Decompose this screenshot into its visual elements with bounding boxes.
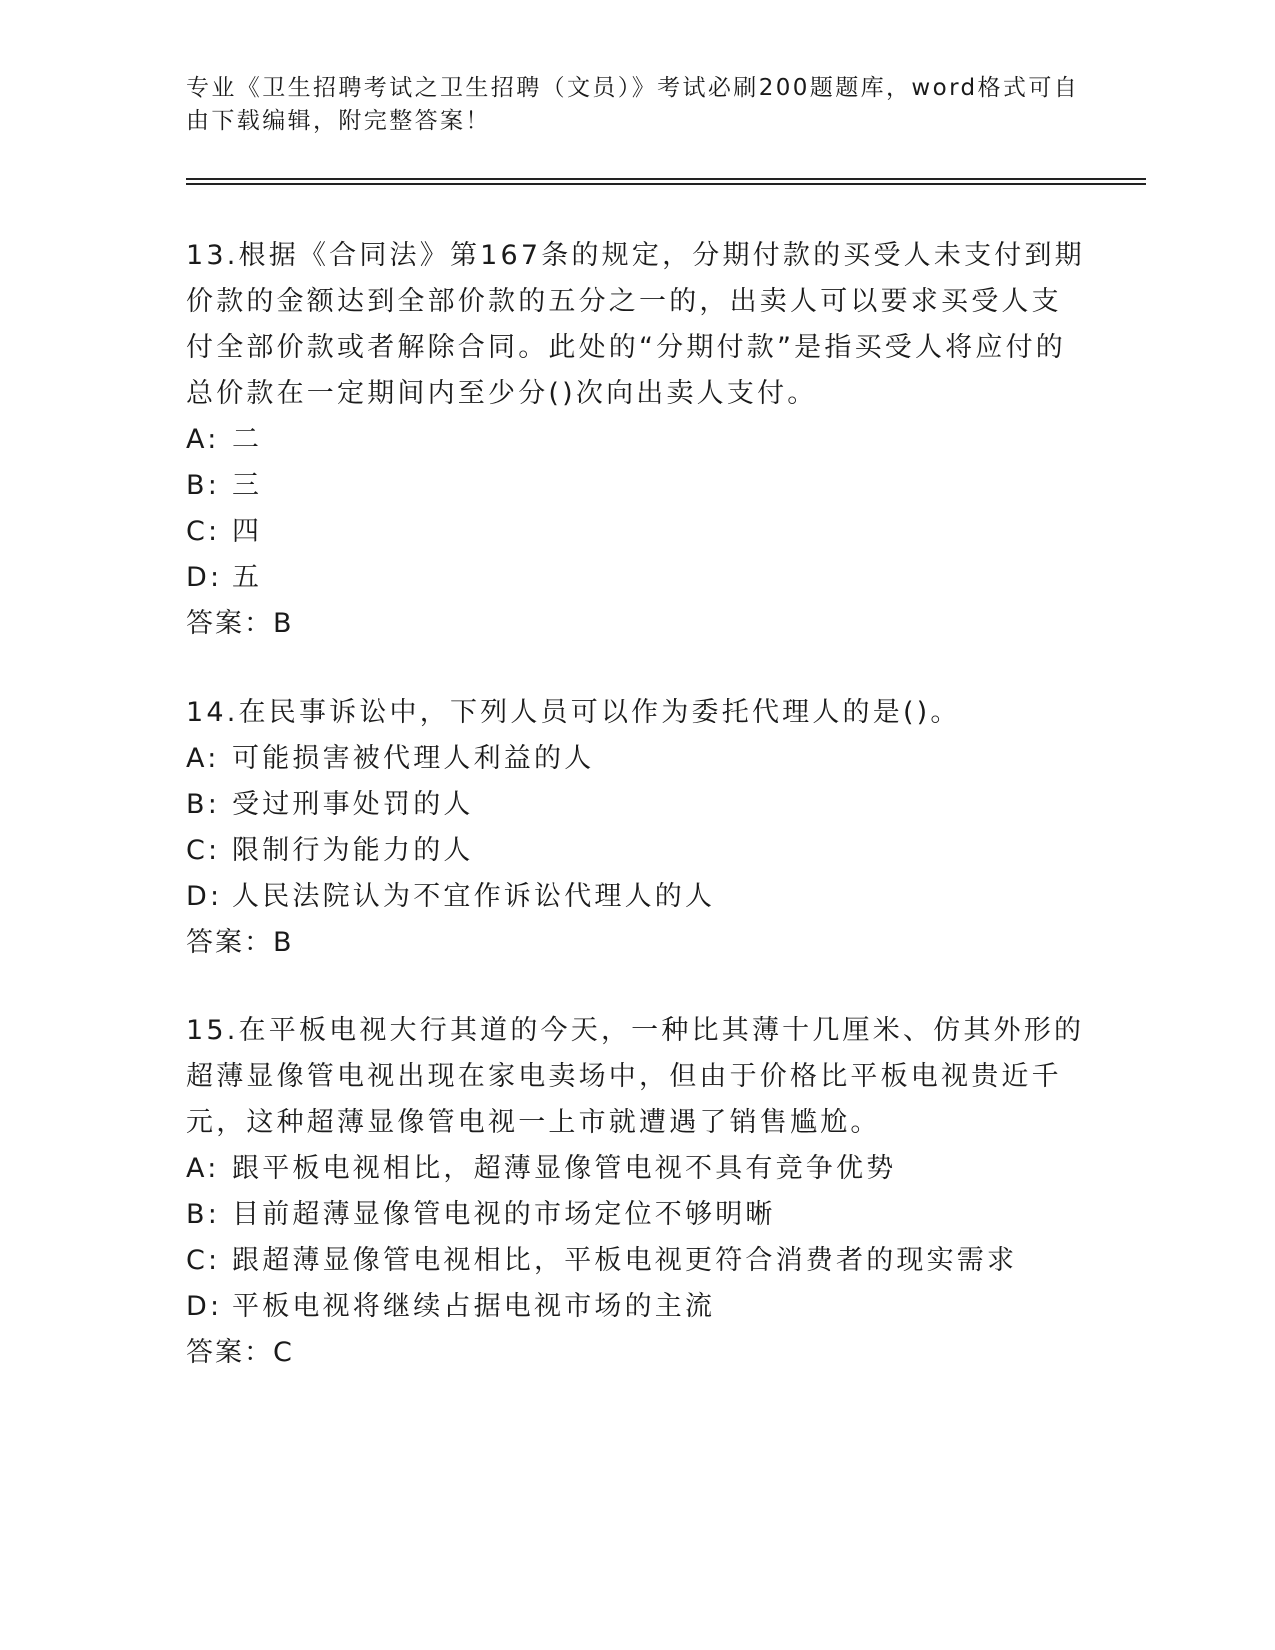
option-a [186,1146,1086,1192]
option-text: 五 [232,562,263,593]
option-text: 四 [232,516,263,547]
option-c [186,509,1086,555]
option-key: C: [186,516,221,547]
option-b [186,463,1086,509]
option-key: B: [186,1199,221,1230]
option-key: D: [186,881,223,912]
option-key: B: [186,789,221,820]
option-text: 受过刑事处罚的人 [232,789,474,820]
question-text: 根据《合同法》第167条的规定，分期付款的买受人未支付到期价款的金额达到全部价款的五分之一的，出卖人可以要求买受人支付全部价款或者解除合同。此处的“分期付款”是指买受人将应付的总价款在一定期间内至少分()次向出卖人支付。 [186,240,1085,409]
question-13 [186,233,1086,647]
option-c [186,828,1086,874]
option-c [186,1238,1086,1284]
document-header [186,72,1086,138]
option-text: 限制行为能力的人 [232,835,474,866]
option-text: 目前超薄显像管电视的市场定位不够明晰 [232,1199,776,1230]
option-d [186,555,1086,601]
option-key: D: [186,1291,223,1322]
header-title: 专业《卫生招聘考试之卫生招聘（文员）》考试必刷200题题库，word格式可自由下载编辑，附完整答案！ [186,75,1080,134]
option-key: C: [186,835,221,866]
answer-line: 答案：C [186,1337,294,1368]
option-key: A: [186,424,220,455]
question-text: 在民事诉讼中，下列人员可以作为委托代理人的是()。 [238,697,961,728]
option-key: D: [186,562,223,593]
answer-line: 答案：B [186,608,294,639]
option-text: 人民法院认为不宜作诉讼代理人的人 [232,881,716,912]
option-d [186,874,1086,920]
question-number: 13. [186,240,239,271]
option-text: 三 [232,470,263,501]
option-key: C: [186,1245,221,1276]
option-text: 二 [232,424,263,455]
question-text: 在平板电视大行其道的今天，一种比其薄十几厘米、仿其外形的超薄显像管电视出现在家电卖场中，但由于价格比平板电视贵近千元，这种超薄显像管电视一上市就遭遇了销售尴尬。 [186,1015,1085,1138]
question-stem [186,1008,1086,1146]
option-b [186,1192,1086,1238]
option-text: 可能损害被代理人利益的人 [232,743,595,774]
option-d [186,1284,1086,1330]
option-key: B: [186,470,221,501]
header-divider-bottom [186,183,1146,185]
question-15 [186,1008,1086,1376]
option-text: 平板电视将继续占据电视市场的主流 [232,1291,716,1322]
option-text: 跟超薄显像管电视相比，平板电视更符合消费者的现实需求 [232,1245,1018,1276]
answer-line: 答案：B [186,927,294,958]
option-b [186,782,1086,828]
question-14 [186,690,1086,966]
option-text: 跟平板电视相比，超薄显像管电视不具有竞争优势 [232,1153,897,1184]
option-a [186,736,1086,782]
option-key: A: [186,743,220,774]
option-key: A: [186,1153,220,1184]
question-number: 15. [186,1015,239,1046]
question-number: 14. [186,697,239,728]
question-stem [186,690,1086,736]
header-divider-top [186,178,1146,180]
option-a [186,417,1086,463]
question-stem [186,233,1086,417]
